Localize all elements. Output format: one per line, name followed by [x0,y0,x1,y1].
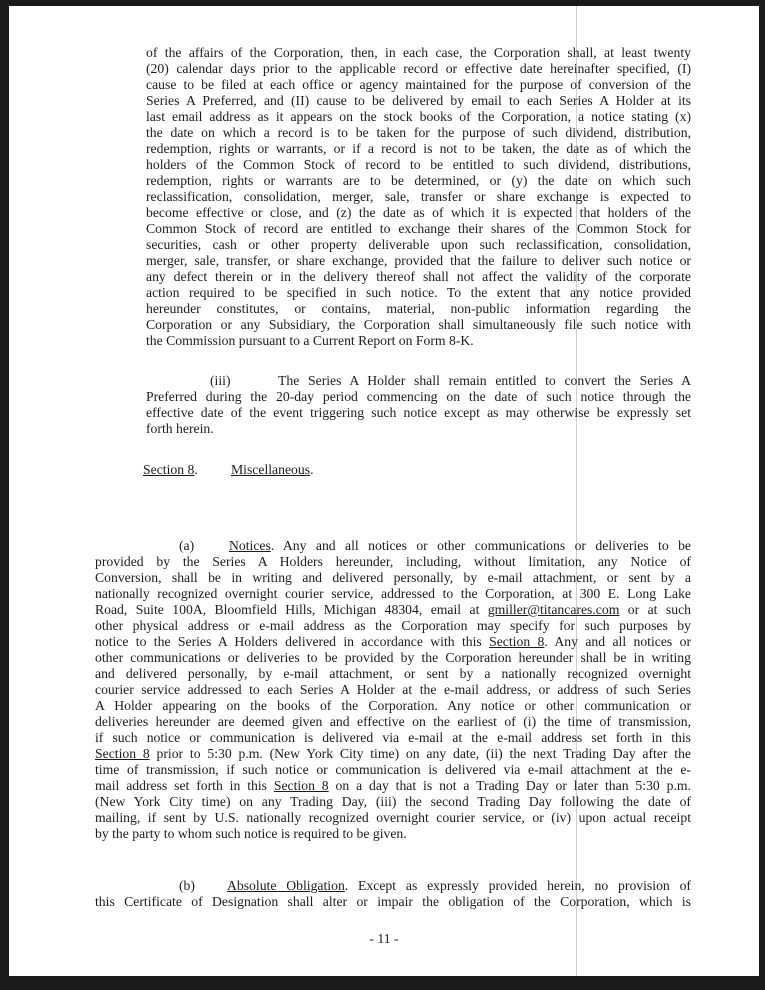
text-line [227,878,691,894]
text-line: holders of the Common Stock of record to be entitled to such dividend, distributions, [146,157,691,172]
text-line: this Certificate of Designation shall alter or impair the obligation of the Corporation, which is [95,894,691,909]
section-heading-title [231,462,371,478]
text-line [95,634,691,650]
text-line: the date on which a record is to be taken for the purpose of such dividend, distribution, [146,125,691,140]
section-title-suffix: . [310,462,314,477]
text-line: redemption, rights or warrants are to be determined, or (y) the date on which such [146,173,691,188]
text-span: . Any and all notices or [544,634,692,649]
document-page [9,6,759,976]
text-span: on a day that is not a Trading Day or later than 5:30 p.m. [328,778,691,793]
section-number-suffix: . [194,462,198,477]
text-line [95,778,691,794]
text-span: prior to 5:30 p.m. (New York City time) on any date, (ii) the next Trading Day after the [149,746,691,761]
text-line: courier service addressed to each Series A Holder at the e-mail address, or address of such Series [95,682,691,697]
paragraph-label: (b) [179,878,195,893]
text-line: hereunder constitutes, or contains, material, non-public information regarding the [146,301,691,316]
text-line: other communications or deliveries to be provided by the Corporation hereunder shall be in writing [95,650,691,665]
text-line [95,602,691,618]
absolute-obligation-heading: Absolute Obligation [227,878,345,893]
section-number: Section 8 [143,462,195,477]
text-span: . Any and all notices or other communications or deliveries to be [270,538,691,553]
text-line: mailing, if sent by U.S. nationally recognized overnight courier service, or (iv) upon actual receipt [95,810,691,825]
text-line: Conversion, shall be in writing and delivered personally, by e-mail attachment, or sent by a [95,570,691,585]
text-span: Road, Suite 100A, Bloomfield Hills, Michigan 48304, email at [95,602,488,617]
text-line: other physical address or e-mail address as the Corporation may specify for such purposes by [95,618,691,633]
text-line: of the affairs of the Corporation, then, in each case, the Corporation shall, at least twenty [146,45,691,60]
notices-heading: Notices [229,538,271,553]
text-line: merger, sale, transfer, or share exchange, provided that the failure to deliver such notice or [146,253,691,268]
text-line [229,538,691,554]
section-8-reference: Section 8 [95,746,150,761]
text-line: last email address as it appears on the stock books of the Corporation, a notice stating (x) [146,109,691,124]
text-line: deliveries hereunder are deemed given and effective on the earliest of (i) the time of transmission, [95,714,691,729]
text-line: Preferred during the 20-day period commencing on the date of such notice through the [146,389,691,404]
text-span: mail address set forth in this [95,778,274,793]
text-line: any defect therein or in the delivery thereof shall not affect the validity of the corporate [146,269,691,284]
text-line [95,746,691,762]
text-line: A Holder appearing on the books of the Corporation. Any notice or other communication or [95,698,691,713]
section-title: Miscellaneous [231,462,311,477]
text-line: Common Stock of record are entitled to exchange their shares of the Common Stock for [146,221,691,236]
text-line: (20) calendar days prior to the applicable record or effective date hereinafter specified, (I) [146,61,691,76]
text-span: notice to the Series A Holders delivered in accordance with this [95,634,490,649]
text-span: . Except as expressly provided herein, no provision of [344,878,691,893]
text-line: effective date of the event triggering such notice except as may otherwise be expressly set [146,405,691,420]
section-8-reference: Section 8 [273,778,329,793]
text-line: time of transmission, if such notice or communication is delivered via e-mail attachment at the e- [95,762,691,777]
text-line: Series A Preferred, and (II) cause to be delivered by email to each Series A Holder at its [146,93,691,108]
text-line: redemption, rights or warrants, or if a record is not to be taken, the date as of which the [146,141,691,156]
text-line: if such notice or communication is delivered via e-mail at the e-mail address set forth in this [95,730,691,745]
page-number: - 11 - [369,931,399,946]
text-line: (New York City time) on any Trading Day, (iii) the second Trading Day following the date of [95,794,691,809]
text-line: securities, cash or other property deliverable upon such reclassification, consolidation, [146,237,691,252]
text-span: or at such [619,602,691,617]
text-line: nationally recognized overnight courier service, addressed to the Corporation, at 300 E. Long Lake [95,586,691,601]
text-line: forth herein. [146,421,214,436]
text-line: provided by the Series A Holders hereunder, including, without limitation, any Notice of [95,554,691,569]
text-line: Corporation or any Subsidiary, the Corporation shall simultaneously file such notice with [146,317,691,332]
paragraph-label: (a) [179,538,195,553]
text-line: the Commission pursuant to a Current Report on Form 8-K. [146,333,474,348]
text-line: cause to be filed at each office or agency maintained for the purpose of conversion of the [146,77,691,92]
paragraph-label: (iii) [210,373,231,388]
text-line: The Series A Holder shall remain entitled to convert the Series A [278,373,691,388]
text-line: and delivered personally, by e-mail attachment, or sent by a nationally recognized overnight [95,666,691,681]
text-line: become effective or close, and (z) the date as of which it is expected that holders of the [146,205,691,220]
section-8-reference: Section 8 [489,634,545,649]
text-line: action required to be specified in such notice. To the extent that any notice provided [146,285,691,300]
text-line: by the party to whom such notice is required to be given. [95,826,407,841]
email-link[interactable]: gmiller@titancares.com [487,602,620,617]
text-line: reclassification, consolidation, merger, sale, transfer or share exchange is expected to [146,189,691,204]
